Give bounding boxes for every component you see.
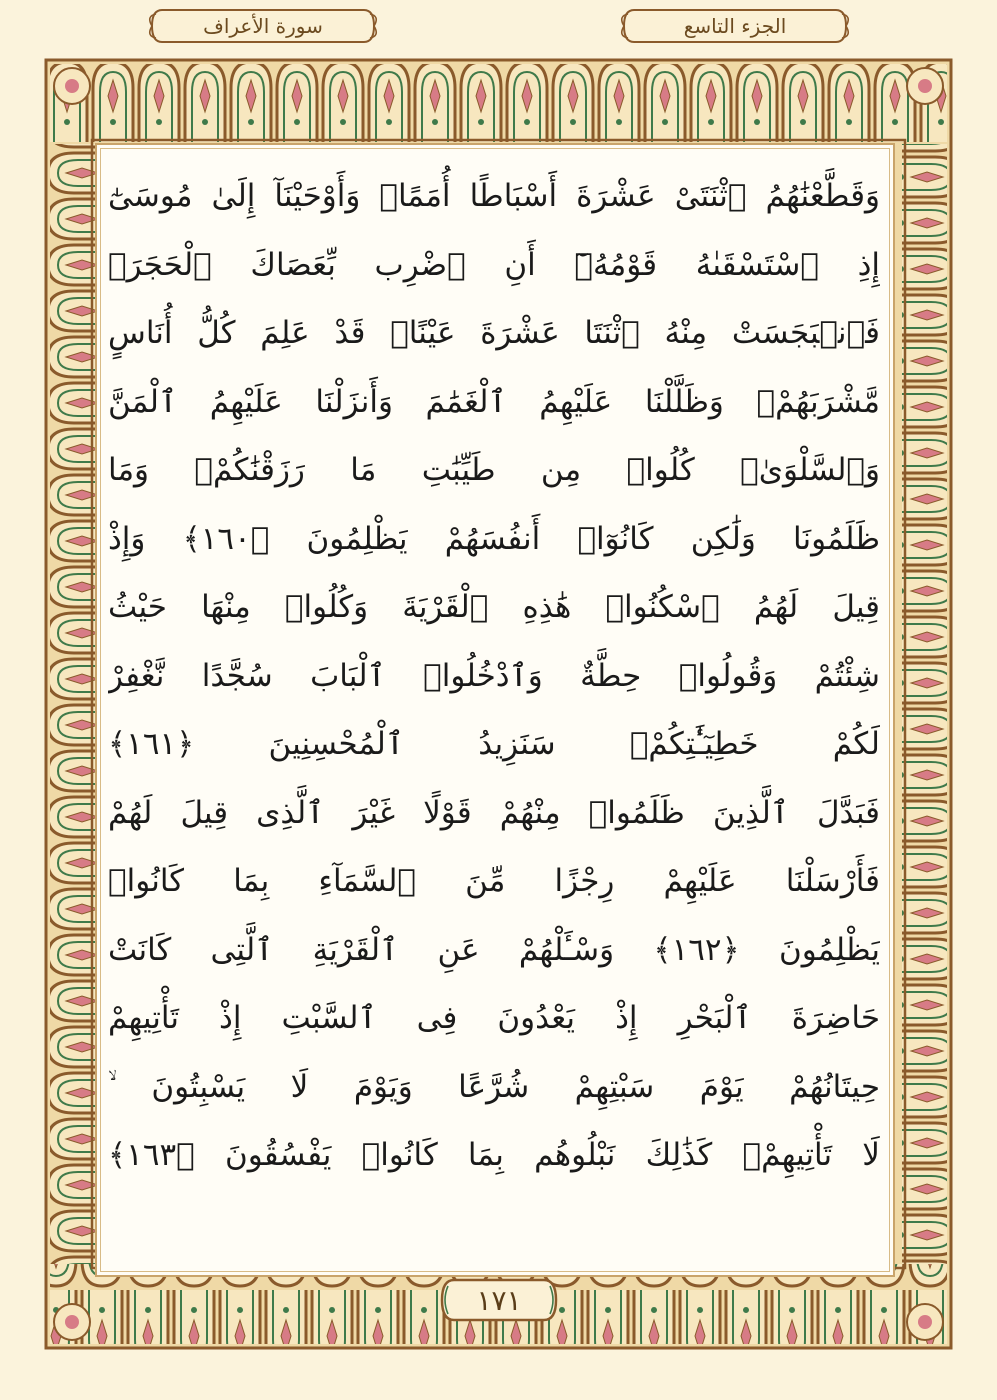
corner-medallion-top-left [54, 68, 90, 104]
verse-line: فَبَدَّلَ ٱلَّذِينَ ظَلَمُوا۟ مِنْهُمْ قَوْلًا غَيْرَ ٱلَّذِى قِيلَ لَهُمْ [108, 794, 880, 831]
verse-line: حِيتَانُهُمْ يَوْمَ سَبْتِهِمْ شُرَّعًا وَيَوْمَ لَا يَسْبِتُونَ ۙ [108, 1068, 880, 1105]
verse-line: مَّشْرَبَهُمْۚ وَظَلَّلْنَا عَلَيْهِمُ ٱلْغَمَٰمَ وَأَنزَلْنَا عَلَيْهِمُ ٱلْمَنَّ [108, 383, 880, 420]
verse-line: حَاضِرَةَ ٱلْبَحْرِ إِذْ يَعْدُونَ فِى ٱلسَّبْتِ إِذْ تَأْتِيهِمْ [108, 1000, 880, 1036]
verse-line: لَكُمْ خَطِيٓـَٰٔتِكُمْۚ سَنَزِيدُ ٱلْمُحْسِنِينَ ﴿١٦١﴾ [108, 726, 880, 762]
verse-line: فَٱنۢبَجَسَتْ مِنْهُ ٱثْنَتَا عَشْرَةَ عَيْنًاۖ قَدْ عَلِمَ كُلُّ أُنَاسٍ [108, 315, 880, 351]
corner-medallion-top-right [907, 68, 943, 104]
verse-line: وَٱلسَّلْوَىٰۖ كُلُوا۟ مِن طَيِّبَٰتِ مَا رَزَقْنَٰكُمْۚ وَمَا [108, 452, 880, 488]
verse-line: وَقَطَّعْنَٰهُمُ ٱثْنَتَىْ عَشْرَةَ أَسْبَاطًا أُمَمًاۚ وَأَوْحَيْنَآ إِلَىٰ مُوسَىٰٓ [108, 178, 880, 214]
verse-line: شِئْتُمْ وَقُولُوا۟ حِطَّةٌ وَٱدْخُلُوا۟ ٱلْبَابَ سُجَّدًا نَّغْفِرْ [108, 657, 880, 694]
verse-line: إِذِ ٱسْتَسْقَىٰهُ قَوْمُهُۥٓ أَنِ ٱضْرِب بِّعَصَاكَ ٱلْحَجَرَۖ [108, 246, 880, 283]
surah-name-text: سورة الأعراف [203, 14, 323, 38]
verse-line: ظَلَمُونَا وَلَٰكِن كَانُوٓا۟ أَنفُسَهُمْ يَظْلِمُونَ ﴿١٦٠﴾ وَإِذْ [108, 520, 880, 557]
surah-name-header [148, 6, 378, 46]
page-number-badge [438, 1276, 560, 1324]
frame-right-band [902, 144, 947, 1264]
verse-text-block [108, 162, 880, 1262]
juz-name-header [620, 6, 850, 46]
verse-line: قِيلَ لَهُمُ ٱسْكُنُوا۟ هَٰذِهِ ٱلْقَرْيَةَ وَكُلُوا۟ مِنْهَا حَيْثُ [108, 589, 880, 625]
verse-line: يَظْلِمُونَ ﴿١٦٢﴾ وَسْـَٔلْهُمْ عَنِ ٱلْقَرْيَةِ ٱلَّتِى كَانَتْ [108, 931, 880, 968]
corner-medallion-bottom-right [907, 1304, 943, 1340]
page-number-text: ١٧١ [476, 1283, 522, 1317]
verse-line: فَأَرْسَلْنَا عَلَيْهِمْ رِجْزًا مِّنَ ٱلسَّمَآءِ بِمَا كَانُوا۟ [108, 863, 880, 899]
frame-left-band [50, 144, 95, 1264]
corner-medallion-bottom-left [54, 1304, 90, 1340]
juz-name-text: الجزء التاسع [683, 14, 787, 38]
frame-top-band [50, 64, 947, 144]
verse-line: لَا تَأْتِيهِمْۚ كَذَٰلِكَ نَبْلُوهُم بِمَا كَانُوا۟ يَفْسُقُونَ ﴿١٦٣﴾ [108, 1137, 880, 1173]
